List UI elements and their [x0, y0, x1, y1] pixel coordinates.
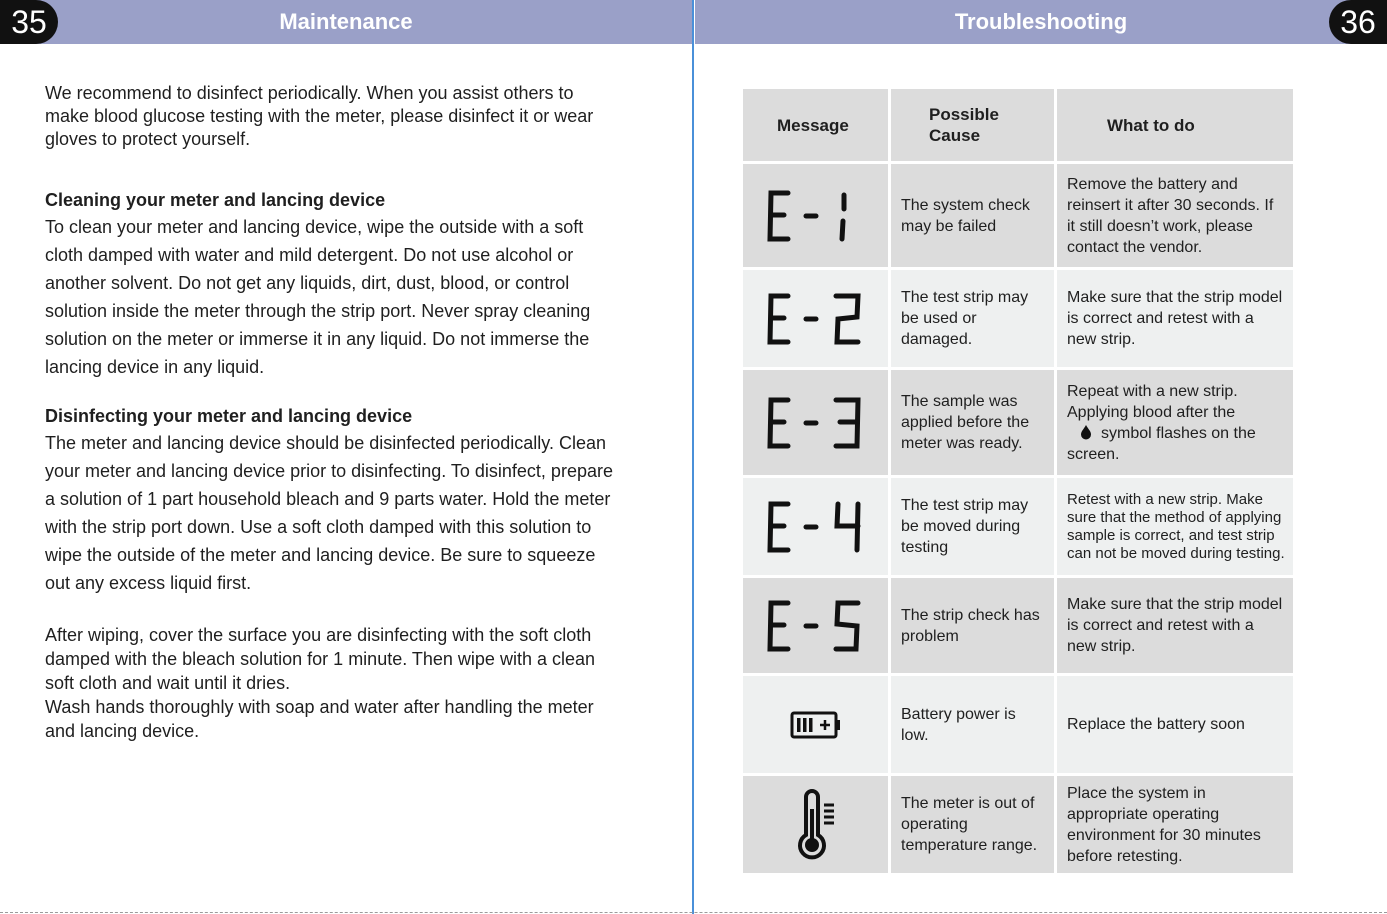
temperature-message-cell	[742, 775, 890, 875]
table-row	[742, 577, 1295, 675]
after-wiping-paragraph: After wiping, cover the surface you are disinfecting with the soft cloth damped with the bleach solution for 1 minute. Then wipe with a clean soft cloth and wait until it dries.	[45, 625, 595, 693]
disinfecting-body: The meter and lancing device should be disinfected periodically. Clean your meter and lancing device prior to disinfecting. To disinfect, prepare a solution of 1 part household bleach and 9 parts water. Hold the meter with the strip port down. Use a soft cloth damped with this solution to wipe the outside of the meter and lancing device. Be sure to squeeze out any excess liquid first.	[45, 433, 613, 593]
intro-paragraph: We recommend to disinfect periodically. When you assist others to make blood glucose testing with the meter, please disinfect it or wear gloves to protect yourself.	[45, 83, 594, 149]
cause-cell: The test strip may be moved during testing	[890, 477, 1056, 577]
error-code-e5-display	[766, 597, 866, 655]
error-code-e4	[742, 477, 890, 577]
cleaning-heading: Cleaning your meter and lancing device	[45, 190, 386, 210]
page-number-left: 35	[0, 0, 58, 44]
disinfecting-heading: Disinfecting your meter and lancing device	[45, 406, 413, 426]
cleaning-body: To clean your meter and lancing device, wipe the outside with a soft cloth damped with water and mild detergent. Do not use alcohol or another solvent. Do not get any liquids, dirt, dust, blood, or control solution inside the meter through the strip port. Never spray cleaning solution on the meter or immerse it in any liquid. Do not immerse the lancing device in any liquid.	[45, 217, 591, 377]
error-code-e1	[742, 163, 890, 269]
action-cell: Place the system in appropriate operating environment for 30 minutes before retesting.	[1056, 775, 1295, 875]
action-text-after: symbol flashes on the screen.	[1067, 424, 1256, 463]
table-row	[742, 477, 1295, 577]
action-cell: Remove the battery and reinsert it after 30 seconds. If it still doesn’t work, please contact the vendor.	[1056, 163, 1295, 269]
troubleshooting-title: Troubleshooting	[954, 9, 1128, 34]
header-action: What to do	[1056, 88, 1295, 163]
error-code-e2	[742, 269, 890, 369]
table-row	[742, 775, 1295, 875]
cause-cell: The meter is out of operating temperature range.	[890, 775, 1056, 875]
header-message: Message	[742, 88, 890, 163]
error-code-e4-display	[766, 498, 866, 556]
error-code-e3-display	[766, 394, 866, 452]
table-header-row	[742, 88, 1295, 163]
troubleshooting-header	[695, 0, 1387, 44]
cause-cell: Battery power is low.	[890, 675, 1056, 775]
battery-low-icon	[790, 710, 842, 740]
action-cell	[1056, 369, 1295, 477]
thermometer-icon	[794, 789, 838, 861]
error-code-e5	[742, 577, 890, 675]
table-row	[742, 675, 1295, 775]
action-cell: Retest with a new strip. Make sure that the method of applying sample is correct, and test strip can not be moved during testing.	[1056, 477, 1295, 577]
cause-cell: The system check may be failed	[890, 163, 1056, 269]
cause-cell: The test strip may be used or damaged.	[890, 269, 1056, 369]
error-code-e3	[742, 369, 890, 477]
maintenance-header	[0, 0, 692, 44]
page-number-right: 36	[1329, 0, 1387, 44]
error-code-e1-display	[766, 187, 866, 245]
cause-cell: The strip check has problem	[890, 577, 1056, 675]
blood-drop-icon	[1079, 424, 1093, 440]
action-cell: Replace the battery soon	[1056, 675, 1295, 775]
table-row	[742, 269, 1295, 369]
maintenance-content	[45, 82, 615, 743]
wash-hands-paragraph: Wash hands thoroughly with soap and water after handling the meter and lancing device.	[45, 697, 594, 741]
action-text-before: Repeat with a new strip. Applying blood after the	[1067, 382, 1238, 421]
page-divider	[692, 0, 694, 914]
cause-cell: The sample was applied before the meter was ready.	[890, 369, 1056, 477]
table-row	[742, 163, 1295, 269]
header-cause: Possible Cause	[890, 88, 1056, 163]
battery-message-cell	[742, 675, 890, 775]
maintenance-title: Maintenance	[279, 9, 413, 34]
bottom-cut-line	[0, 912, 1387, 913]
action-cell: Make sure that the strip model is correct and retest with a new strip.	[1056, 269, 1295, 369]
action-cell: Make sure that the strip model is correct and retest with a new strip.	[1056, 577, 1295, 675]
table-row	[742, 369, 1295, 477]
error-code-e2-display	[766, 290, 866, 348]
troubleshooting-table	[740, 86, 1296, 876]
